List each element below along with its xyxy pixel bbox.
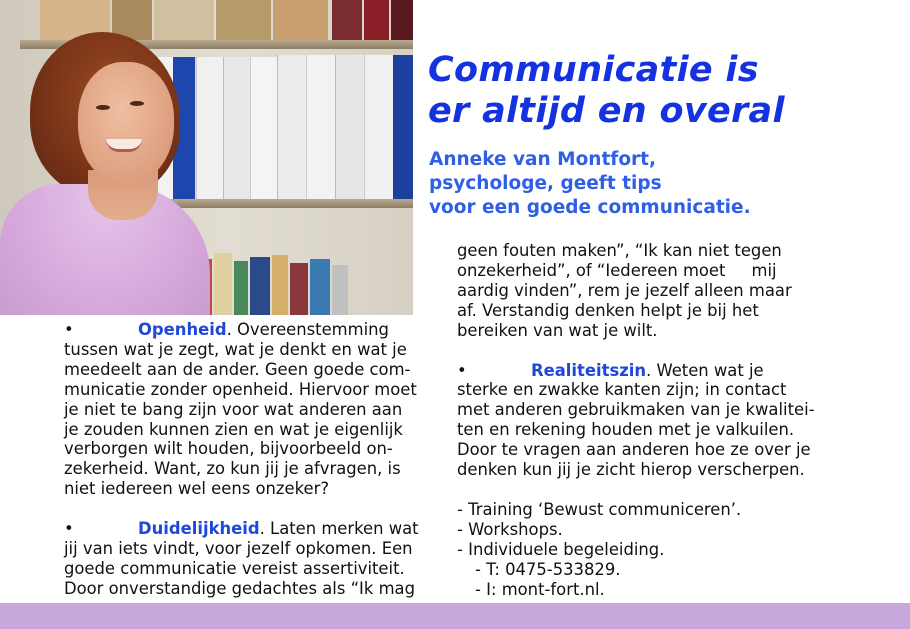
text-line: onzekerheid”, of “Iedereen moet mij bbox=[457, 260, 777, 280]
text-line: aardig vinden”, rem je jezelf alleen maar bbox=[457, 280, 792, 300]
duidelijkheid-continued bbox=[457, 241, 877, 341]
subtitle-line-1: Anneke van Montfort, bbox=[429, 149, 657, 170]
text-line: ten en rekening houden met je valkuilen. bbox=[457, 420, 795, 440]
text-line: je zouden kunnen zien en wat je eigenlijk bbox=[64, 419, 403, 439]
service-item: - Individuele begeleiding. bbox=[457, 539, 665, 559]
column-left bbox=[64, 320, 434, 599]
article-title bbox=[428, 50, 785, 132]
text-line: verborgen wilt houden, bijvoorbeeld on- bbox=[64, 439, 393, 459]
bottom-bar bbox=[0, 603, 910, 629]
top-book-row bbox=[20, 0, 413, 40]
subtitle-line-3: voor een goede communicatie. bbox=[429, 197, 751, 218]
text-line: . Overeenstemming bbox=[226, 320, 389, 339]
openheid-paragraph bbox=[64, 320, 434, 499]
subtitle-line-2: psychologe, geeft tips bbox=[429, 173, 662, 194]
text-line: bereiken van wat je wilt. bbox=[457, 320, 658, 340]
bullet: • bbox=[64, 320, 74, 339]
face bbox=[78, 62, 174, 184]
portrait-photo bbox=[0, 0, 413, 315]
text-line: goede communicatie vereist assertiviteit. bbox=[64, 558, 405, 578]
text-line: tussen wat je zegt, wat je denkt en wat je bbox=[64, 339, 407, 359]
title-line-2: er altijd en overal bbox=[428, 91, 785, 131]
text-line: meedeelt aan de ander. Geen goede com- bbox=[64, 359, 411, 379]
text-line: . Laten merken wat bbox=[259, 519, 419, 539]
keyword-duidelijkheid: Duidelijkheid bbox=[138, 519, 260, 539]
contact-website: - I: mont-fort.nl. bbox=[475, 579, 605, 599]
contact-phone: - T: 0475-533829. bbox=[475, 559, 621, 579]
text-line: Door te vragen aan anderen hoe ze over je bbox=[457, 440, 811, 460]
keyword-realiteitszin: Realiteitszin bbox=[531, 360, 647, 380]
text-line: je niet te bang zijn voor wat anderen aan bbox=[64, 399, 403, 419]
text-line: met anderen gebruikmaken van je kwalitei- bbox=[457, 400, 815, 420]
article-subtitle bbox=[429, 148, 751, 220]
keyword-openheid: Openheid bbox=[138, 320, 227, 339]
text-line: . Weten wat je bbox=[646, 360, 764, 380]
bullet: • bbox=[64, 519, 74, 539]
title-line-1: Communicatie is bbox=[428, 50, 759, 90]
duidelijkheid-paragraph bbox=[64, 519, 434, 599]
service-item: - Workshops. bbox=[457, 519, 563, 539]
services-list bbox=[457, 500, 877, 600]
text-line: zekerheid. Want, zo kun jij je afvragen, is bbox=[64, 459, 401, 479]
bullet: • bbox=[457, 360, 467, 380]
text-line: niet iedereen wel eens onzeker? bbox=[64, 479, 330, 499]
right-eye bbox=[130, 101, 144, 106]
text-line: af. Verstandig denken helpt je bij het bbox=[457, 300, 759, 320]
text-line: geen fouten maken”, “Ik kan niet tegen bbox=[457, 241, 782, 260]
service-item: - Training ‘Bewust communiceren’. bbox=[457, 499, 742, 519]
text-line: municatie zonder openheid. Hiervoor moet bbox=[64, 379, 417, 399]
left-eye bbox=[96, 105, 110, 110]
column-right bbox=[457, 241, 877, 600]
text-line: denken kun jij je zicht hierop verscherpen. bbox=[457, 460, 805, 480]
text-line: jij van iets vindt, voor jezelf opkomen. Een bbox=[64, 539, 413, 559]
text-line: sterke en zwakke kanten zijn; in contact bbox=[457, 380, 787, 400]
text-line: Door onverstandige gedachtes als “Ik mag bbox=[64, 578, 416, 598]
realiteitszin-paragraph bbox=[457, 361, 877, 480]
